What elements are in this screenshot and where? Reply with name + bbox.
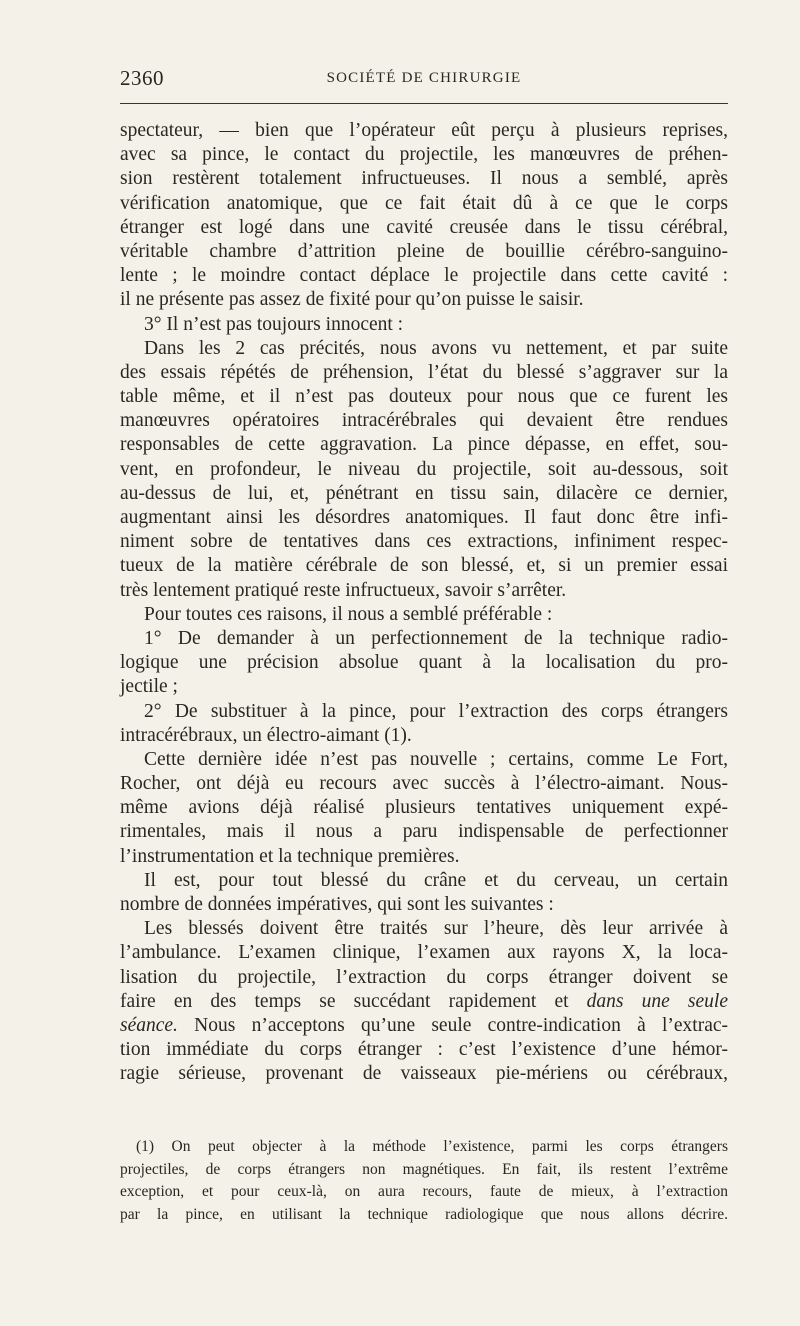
text-line: 1° De demander à un perfectionnement de la technique radio- bbox=[144, 627, 728, 649]
text-run: Nous n’acceptons qu’une seule contre-indication à l’extrac- bbox=[177, 1014, 728, 1036]
text-line: nombre de données impératives, qui sont les suivantes : bbox=[120, 894, 554, 915]
text-line: au-dessus de lui, et, pénétrant en tissu sain, dilacère ce dernier, bbox=[120, 482, 728, 504]
text-line: Les blessés doivent être traités sur l’heure, dès leur arrivée à bbox=[144, 918, 728, 940]
footnote-line: projectiles, de corps étrangers non magnétiques. En fait, ils restent l’extrême bbox=[120, 1160, 728, 1178]
text-line: logique une précision absolue quant à la localisation du pro- bbox=[120, 652, 728, 674]
text-line: lente ; le moindre contact déplace le projectile dans cette cavité : bbox=[120, 265, 728, 287]
text-line: vent, en profondeur, le niveau du projectile, soit au-dessous, soit bbox=[120, 458, 728, 480]
text-line: lisation du projectile, l’extraction du corps étranger doivent se bbox=[120, 966, 728, 988]
text-line: ragie sérieuse, provenant de vaisseaux pie-mériens ou cérébraux, bbox=[120, 1063, 728, 1085]
text-line: Rocher, ont déjà eu recours avec succès à l’électro-aimant. Nous- bbox=[120, 773, 728, 795]
text-line: véritable chambre d’attrition pleine de bouillie cérébro-sanguino- bbox=[120, 240, 728, 262]
text-line: étranger est logé dans une cavité creusée dans le tissu cérébral, bbox=[120, 216, 728, 238]
text-line: intracérébraux, un électro-aimant (1). bbox=[120, 724, 412, 746]
footnote-line: exception, et pour ceux-là, on aura recours, faute de mieux, à l’extraction bbox=[120, 1183, 728, 1200]
page-number: 2360 bbox=[120, 66, 164, 90]
text-run: faire en des temps se succédant rapidement et bbox=[120, 990, 569, 1012]
text-line: des essais répétés de préhension, l’état du blessé s’aggraver sur la bbox=[120, 361, 728, 383]
text-line: sion restèrent totalement infructueuses. Il nous a semblé, après bbox=[120, 168, 728, 190]
header-rule bbox=[120, 103, 728, 104]
footnotes bbox=[120, 1136, 728, 1226]
text-line: il ne présente pas assez de fixité pour qu’on puisse le saisir. bbox=[120, 289, 584, 311]
text-line: même avions déjà réalisé plusieurs tentatives uniquement expé- bbox=[120, 797, 728, 819]
italic-text: dans une seule bbox=[586, 990, 728, 1012]
text-line: Pour toutes ces raisons, il nous a semblé préférable : bbox=[144, 603, 553, 625]
text-line bbox=[120, 1014, 728, 1038]
text-line: vérification anatomique, que ce fait était dû à ce que le corps bbox=[120, 192, 728, 214]
footnote-line: (1) On peut objecter à la méthode l’existence, parmi les corps étrangers bbox=[136, 1138, 728, 1155]
text-line bbox=[120, 990, 728, 1014]
text-line: 2° De substituer à la pince, pour l’extraction des corps étrangers bbox=[144, 700, 728, 722]
body-text bbox=[120, 119, 728, 1087]
text-line: rimentales, mais il nous a paru indispensable de perfectionner bbox=[120, 821, 728, 843]
text-line: spectateur, — bien que l’opérateur eût perçu à plusieurs reprises, bbox=[120, 120, 728, 141]
text-line: Dans les 2 cas précités, nous avons vu nettement, et par suite bbox=[144, 337, 728, 359]
running-title: SOCIÉTÉ DE CHIRURGIE bbox=[326, 70, 522, 86]
text-line: niment sobre de tentatives dans ces extractions, infiniment respec- bbox=[120, 531, 728, 553]
text-line: 3° Il n’est pas toujours innocent : bbox=[144, 313, 404, 335]
text-line: manœuvres opératoires intracérébrales qui devaient être rendues bbox=[120, 410, 728, 432]
page-header bbox=[120, 66, 728, 90]
text-line: tion immédiate du corps étranger : c’est l’existence d’une hémor- bbox=[120, 1039, 728, 1061]
text-line: responsables de cette aggravation. La pince dépasse, en effet, sou- bbox=[120, 434, 728, 456]
text-line: l’instrumentation et la technique premières. bbox=[120, 845, 460, 867]
text-line: Il est, pour tout blessé du crâne et du cerveau, un certain bbox=[144, 869, 728, 891]
text-line: très lentement pratiqué reste infructueux, savoir s’arrêter. bbox=[120, 579, 567, 601]
italic-text: séance. bbox=[120, 1014, 178, 1036]
text-line: augmentant ainsi les désordres anatomiques. Il faut donc être infi- bbox=[120, 507, 728, 528]
text-line: tueux de la matière cérébrale de son blessé, et, si un premier essai bbox=[120, 555, 728, 577]
text-line: l’ambulance. L’examen clinique, l’examen aux rayons X, la loca- bbox=[120, 942, 728, 964]
text-line: avec sa pince, le contact du projectile, les manœuvres de préhen- bbox=[120, 144, 728, 166]
footnote-line: par la pince, en utilisant la technique radiologique que nous allons décrire. bbox=[120, 1205, 728, 1223]
text-line: Cette dernière idée n’est pas nouvelle ; certains, comme Le Fort, bbox=[144, 748, 728, 770]
text-line: jectile ; bbox=[120, 676, 178, 698]
text-line: table même, et il n’est pas douteux pour nous que ce furent les bbox=[120, 386, 728, 408]
